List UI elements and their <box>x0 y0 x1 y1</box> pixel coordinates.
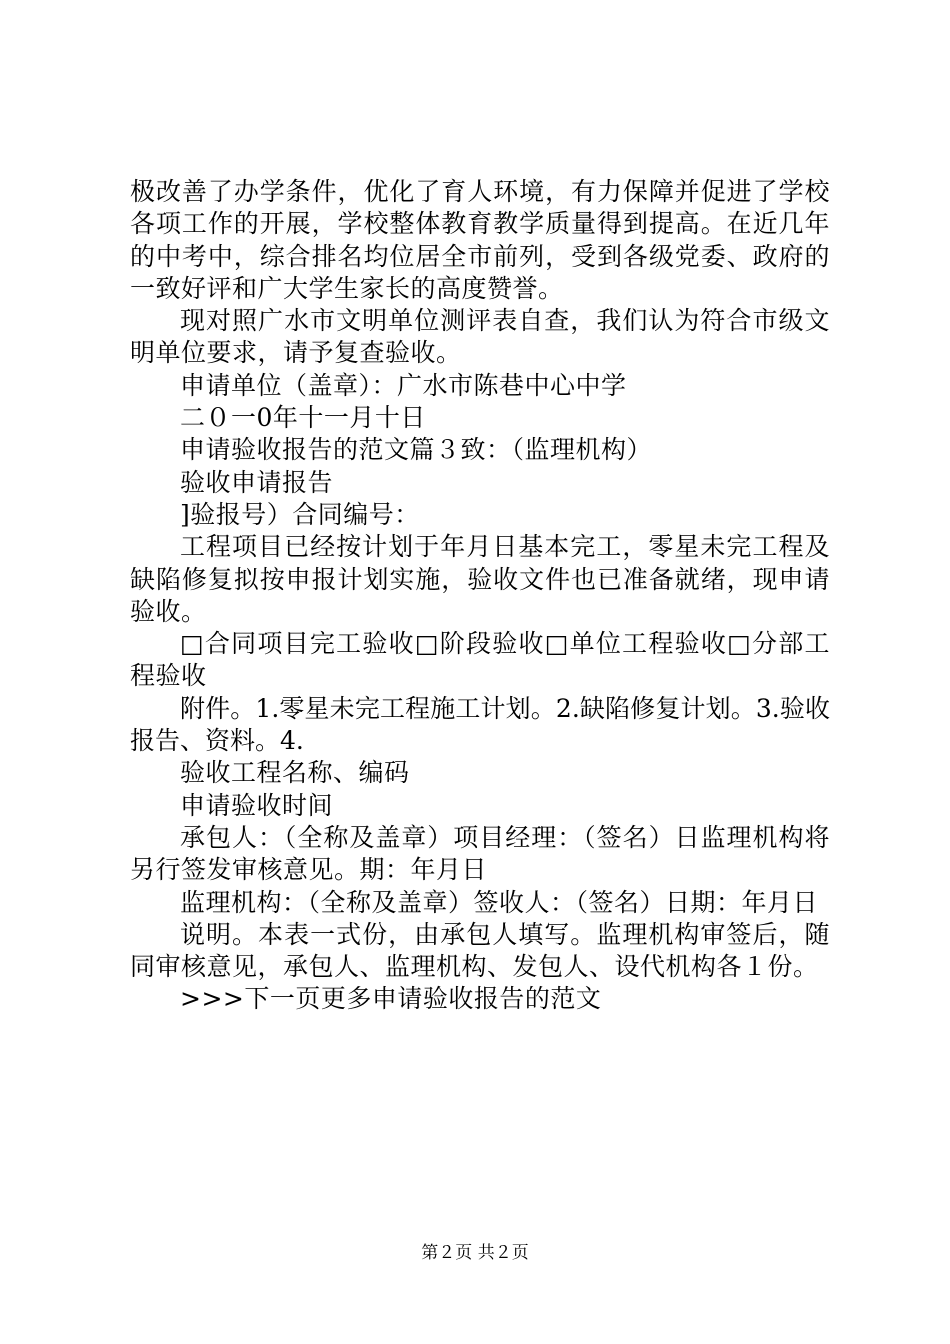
paragraph-date: 二０一0年十一月十日 <box>180 403 426 433</box>
paragraph-school-summary: 极改善了办学条件，优化了育人环境，有力保障并促进了学校各项工作的开展，学校整体教育教学质量得到提高。在近几年的中考中，综合排名均位居全市前列，受到各级党委、政府的一致好评和广大学生家长的高度赞誉。 <box>130 177 830 303</box>
paragraph-contract-number: ]验报号）合同编号： <box>180 499 420 529</box>
paragraph-self-check: 现对照广水市文明单位测评表自查，我们认为符合市级文明单位要求，请予复查验收。 <box>130 306 830 368</box>
paragraph-applicant-unit: 申请单位（盖章）：广水市陈巷中心中学 <box>180 370 627 400</box>
paragraph-acceptance-types: □合同项目完工验收□阶段验收□单位工程验收□分部工程验收 <box>130 629 830 691</box>
paragraph-report-title: 验收申请报告 <box>180 467 334 497</box>
next-page-link[interactable]: >>>下一页更多申请验收报告的范文 <box>180 984 602 1014</box>
paragraph-project-name: 验收工程名称、编码 <box>180 758 410 788</box>
paragraph-completion-statement: 工程项目已经按计划于年月日基本完工，零星未完工程及缺陷修复拟按申报计划实施，验收文件也已准备就绪，现申请验收。 <box>130 532 830 626</box>
paragraph-attachments: 附件。1.零星未完工程施工计划。2.缺陷修复计划。3.验收报告、资料。4. <box>130 693 830 756</box>
paragraph-sample-3-heading: 申请验收报告的范文篇３致：（监理机构） <box>180 435 653 465</box>
paragraph-contractor: 承包人：（全称及盖章）项目经理：（签名）日监理机构将另行签发审核意见。期：年月日 <box>130 822 830 885</box>
page-number-footer: 第２页 共２页 <box>421 1243 529 1263</box>
document-body <box>130 176 830 1016</box>
paragraph-notes: 说明。本表一式份，由承包人填写。监理机构审签后，随同审核意见，承包人、监理机构、发包人、设代机构各１份。 <box>130 919 830 982</box>
paragraph-supervisor: 监理机构：（全称及盖章）签收人：（签名）日期：年月日 <box>180 887 819 917</box>
paragraph-application-time: 申请验收时间 <box>180 790 334 820</box>
